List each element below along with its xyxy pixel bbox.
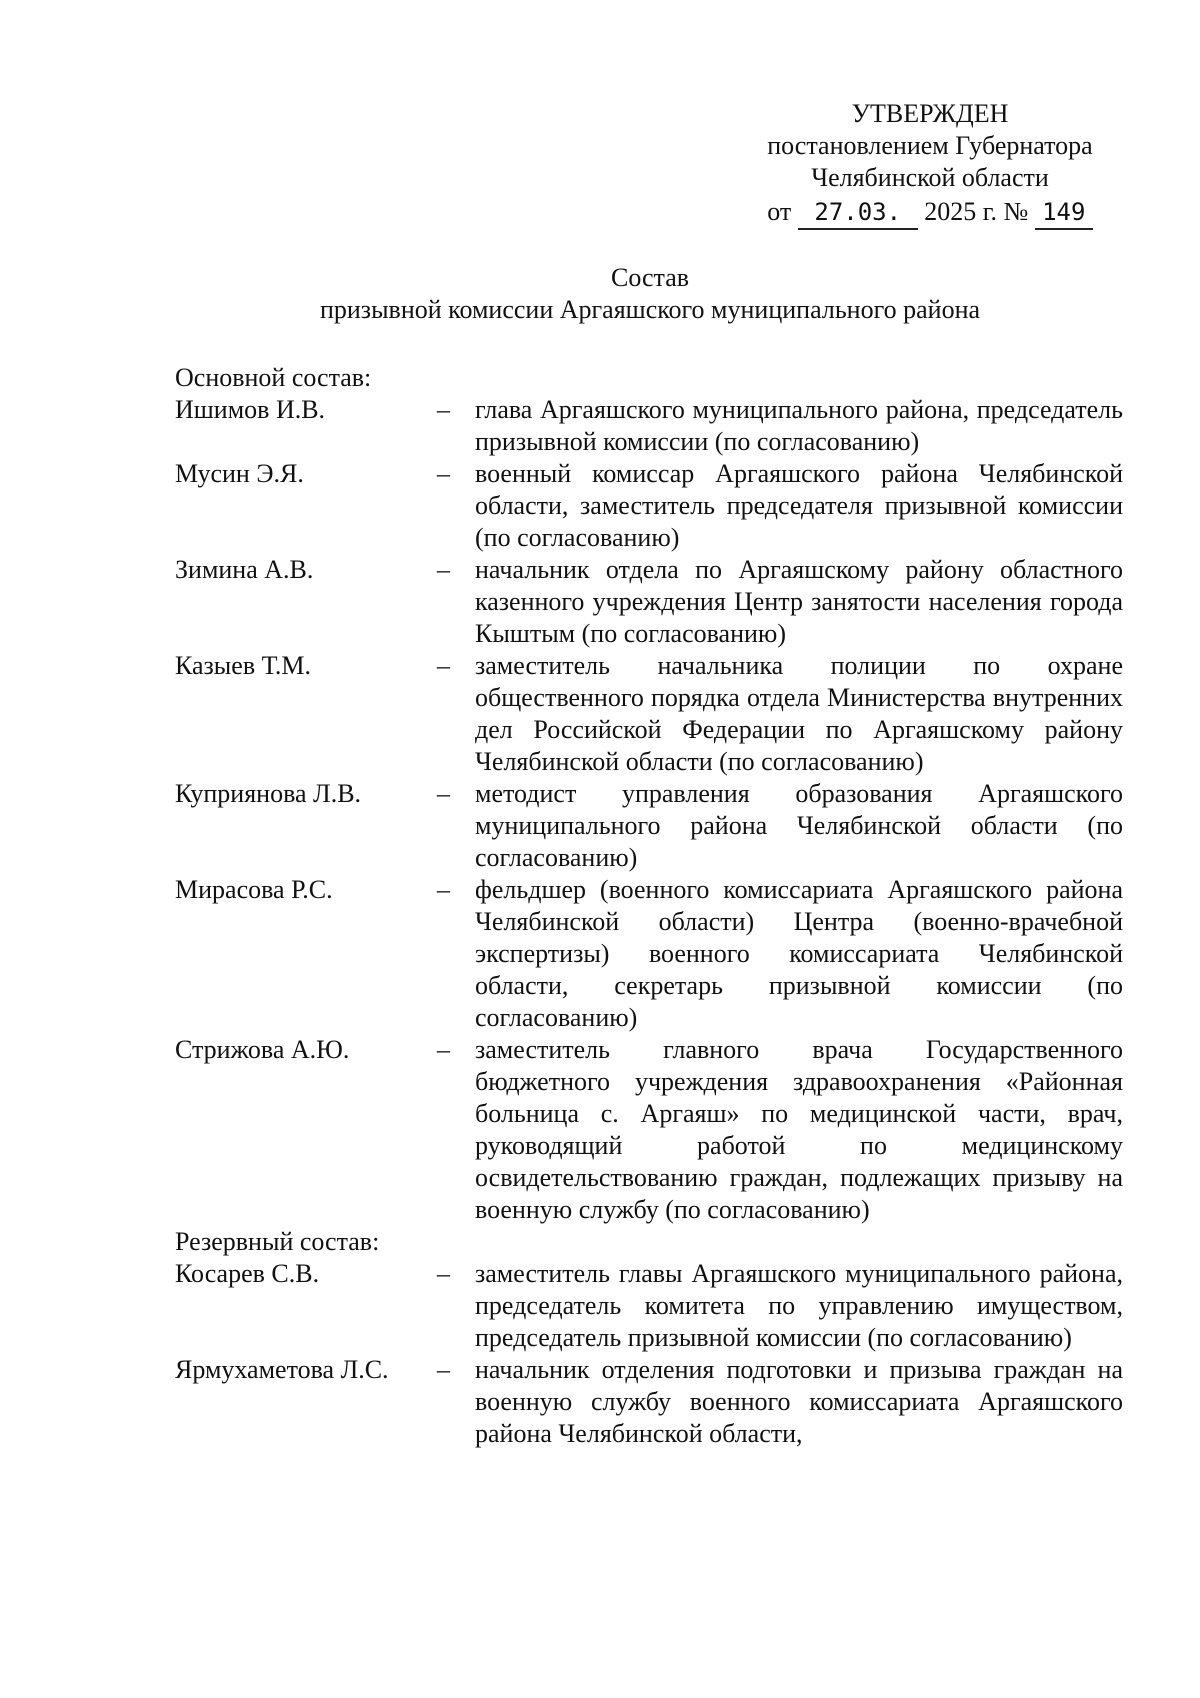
- member-dash: –: [437, 1035, 450, 1064]
- member-row: [175, 1034, 1123, 1226]
- member-description: начальник отделения подготовки и призыва граждан на военную службу военного комиссариата Аргаяшского района Челябинской области,: [475, 1355, 1123, 1448]
- member-row: [175, 394, 1123, 458]
- member-description: глава Аргаяшского муниципального района, председатель призывной комиссии (по согласованию): [475, 395, 1123, 456]
- member-name: Мирасова Р.С.: [175, 875, 333, 904]
- member-description: заместитель начальника полиции по охране общественного порядка отдела Министерства внутренних дел Российской Федерации по Аргаяшскому району Челябинской области (по согласованию): [475, 651, 1123, 776]
- member-row: [175, 1258, 1123, 1354]
- member-dash: –: [437, 875, 450, 904]
- member-description: заместитель главного врача Государственного бюджетного учреждения здравоохранения «Районная больница с. Аргаяш» по медицинской части, врач, руководящий работой по медицинскому освидетельствованию граждан, подлежащих призыву на военную службу (по согласованию): [475, 1035, 1123, 1224]
- title-line-1: Состав: [610, 263, 690, 292]
- member-name: Мусин Э.Я.: [175, 459, 304, 488]
- approval-line-1: постановлением Губернатора: [767, 131, 1093, 160]
- member-name: Стрижова А.Ю.: [175, 1035, 350, 1064]
- member-row: [175, 650, 1123, 778]
- member-dash: –: [437, 651, 450, 680]
- approval-stamp: [740, 98, 1120, 230]
- member-name: Ишимов И.В.: [175, 395, 326, 424]
- member-row: [175, 458, 1123, 554]
- approval-status: УТВЕРЖДЕН: [851, 99, 1009, 128]
- member-row: [175, 554, 1123, 650]
- member-description: заместитель главы Аргаяшского муниципального района, председатель комитета по управлению имуществом, председатель призывной комиссии (по согласованию): [475, 1259, 1123, 1352]
- member-name: Зимина А.В.: [175, 555, 314, 584]
- approval-line-2: Челябинской области: [811, 163, 1049, 192]
- member-dash: –: [437, 395, 450, 424]
- member-dash: –: [437, 1355, 450, 1384]
- member-description: начальник отдела по Аргаяшскому району областного казенного учреждения Центр занятости населения города Кыштым (по согласованию): [475, 555, 1123, 648]
- main-heading: Основной состав:: [175, 363, 372, 392]
- member-description: фельдшер (военного комиссариата Аргаяшского района Челябинской области) Центра (военно-врачебной экспертизы) военного комиссариата Челябинской области, секретарь призывной комиссии (по согласованию): [475, 875, 1123, 1032]
- document-title: [120, 262, 1180, 326]
- member-dash: –: [437, 555, 450, 584]
- approval-number: 149: [1035, 196, 1093, 230]
- approval-date-line: [740, 196, 1120, 230]
- member-description: военный комиссар Аргаяшского района Челябинской области, заместитель председателя призывной комиссии (по согласованию): [475, 459, 1123, 552]
- member-dash: –: [437, 1259, 450, 1288]
- member-name: Ярмухаметова Л.С.: [175, 1355, 389, 1384]
- member-dash: –: [437, 779, 450, 808]
- member-name: Казыев Т.М.: [175, 651, 311, 680]
- member-row: [175, 1354, 1123, 1450]
- member-description: методист управления образования Аргаяшского муниципального района Челябинской области (по согласованию): [475, 779, 1123, 872]
- commission-list: [175, 362, 1123, 1450]
- approval-date: 27.03.: [798, 196, 918, 230]
- approval-year: 2025 г. №: [924, 197, 1029, 226]
- member-name: Куприянова Л.В.: [175, 779, 362, 808]
- approval-prefix: от: [767, 197, 792, 226]
- reserve-heading: Резервный состав:: [175, 1227, 380, 1256]
- member-row: [175, 874, 1123, 1034]
- member-row: [175, 778, 1123, 874]
- title-line-2: призывной комиссии Аргаяшского муниципального района: [319, 295, 981, 324]
- member-dash: –: [437, 459, 450, 488]
- member-name: Косарев С.В.: [175, 1259, 320, 1288]
